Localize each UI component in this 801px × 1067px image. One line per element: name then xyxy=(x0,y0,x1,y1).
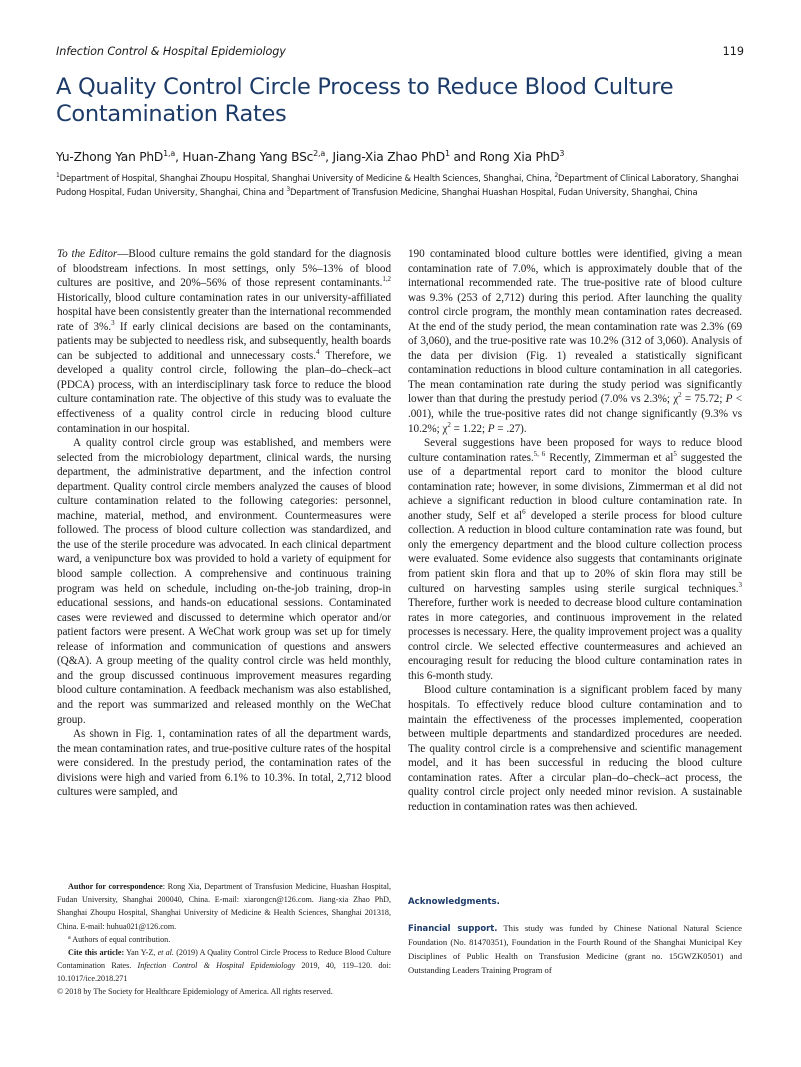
text-run: developed a sterile process for blood culture collection. A reduction in blood culture contamination rate was found, but only the emergency department and the blood culture collection process were evaluated. Some evidence also suggests that contaminants originate from patient skin flora and that up to 20% of skin flora may still be cultured on harvesting samples using sterile surgical techniques. xyxy=(408,509,742,595)
paragraph-results: As shown in Fig. 1, contamination rates of all the department wards, the mean contamination rates, and true-positive culture rates of the hospital were considered. In the prestudy period, the contamination rates of the divisions were high and varied from 6.1% to 10.3%. In total, 2,712 blood cultures were sampled, and xyxy=(57,728,391,799)
cite-label: Cite this article: xyxy=(68,948,125,958)
lead-in: To the Editor xyxy=(57,248,118,260)
correspondence-label: Author for correspondence xyxy=(68,882,163,891)
correspondence-note xyxy=(57,880,391,933)
running-head xyxy=(56,45,744,61)
author-name: Yu-Zhong Yan PhD xyxy=(56,150,164,164)
article-title: A Quality Control Circle Process to Reduce Blood Culture Contamination Rates xyxy=(56,74,674,127)
citation-ref[interactable]: 6 xyxy=(522,507,526,516)
text-run: = .27). xyxy=(494,422,527,435)
equal-contribution-note xyxy=(57,933,391,946)
citation-ref[interactable]: 5 xyxy=(673,449,677,458)
paragraph-results-continued xyxy=(408,247,742,436)
author-sup: 1 xyxy=(444,149,450,158)
p-value-symbol: P xyxy=(725,393,733,406)
text-run: Therefore, we developed a quality control circle, following the plan–do–check–act (PDCA) process, with an interdisciplinary task force to reduce the blood culture contamination rate. The objective of this study was to evaluate the effectiveness of a quality control circle in reducing blood culture contamination in our hospital. xyxy=(57,349,391,435)
text-run: (2019) A Quality Control Circle Process to Reduce Blood Culture Contamination Rates. xyxy=(57,948,391,971)
citation-ref[interactable]: 3 xyxy=(738,580,742,589)
text-run: Several suggestions have been proposed for ways to reduce blood culture contamination rates. xyxy=(408,437,742,464)
author-name: Huan-Zhang Yang BSc xyxy=(182,150,314,164)
author-separator: , xyxy=(325,150,333,164)
financial-support-label: Financial support. xyxy=(408,923,498,933)
text-run: Authors of equal contribution. xyxy=(70,934,171,944)
page-number: 119 xyxy=(722,45,744,58)
affiliation-sup: 2 xyxy=(554,172,559,179)
text-run: suggested the use of a departmental report card to monitor the blood culture contamination rate; however, in some divisions, Zimmerman et al did not achieve a significant reduction in blood culture contamination rate. In another study, Self et al xyxy=(408,451,743,522)
paragraph-intro xyxy=(57,247,391,436)
superscript: 2 xyxy=(678,391,682,400)
paragraph-discussion xyxy=(408,436,742,683)
text-run: = 75.72; xyxy=(681,393,726,406)
superscript: 2 xyxy=(447,420,451,429)
text-run: et al. xyxy=(157,948,174,958)
text-run: Recently, Zimmerman et al xyxy=(545,451,674,464)
copyright-notice: © 2018 by The Society for Healthcare Epidemiology of America. All rights reserved. xyxy=(57,987,333,996)
affiliation-text: Department of Clinical Laboratory, Shanghai Pudong Hospital, Fudan University, Shanghai, China and xyxy=(56,173,739,198)
paragraph-methods: A quality control circle group was established, and members were selected from the microbiology department, clinical wards, the nursing department, the administrative department, and the infection control department. Quality control circle members analyzed the causes of blood culture contamination related to the following categories: personnel, machine, material, method, and environment. Countermeasures were followed. The process of blood culture collection was standardized, and the use of the sterile procedure was advocated. In each clinical department ward, a venipuncture box was provided to hold a variety of equipment for blood sample collection. A comprehensive and continuous training program was held on schedule, including on-the-job training, drop-in educational sessions, and hands-on educational sessions. Contaminated cases were reviewed and discussed to determine which operator and/or patient factors were present. A WeChat work group was set up for timely release of information and communication of questions and answers (Q&A). A group meeting of the quality control circle was held monthly, and the group discussed continuous improvement measures regarding blood culture contamination. A feedback mechanism was also established, and the report was summarized and released monthly on the WeChat group. xyxy=(57,437,391,726)
journal-name: Infection Control & Hospital Epidemiology xyxy=(56,45,286,58)
text-run: If early clinical decisions are based on the contaminants, patients may be subjected to needless risk, and subsequently, health boards can be subjected to additional and unnecessary costs. xyxy=(57,320,391,362)
correspondence-text: : Rong Xia, Department of Transfusion Medicine, Huashan Hospital, Fudan University, Shanghai 200040, China. E-mail: xiarongcn@126.com. Jiang-xia Zhao PhD, Shanghai Zhoupu Hospital, Shanghai University of Medicine & Health Sciences, Shanghai 201318, China. E-mail: huhua021@126.com. xyxy=(57,882,391,931)
affiliations xyxy=(56,171,746,200)
text-run: Yan Y-Z, xyxy=(124,948,158,958)
citation-ref[interactable]: 1,2 xyxy=(382,275,391,284)
affiliation-text: Department of Transfusion Medicine, Shanghai Huashan Hospital, Fudan University, Shanghai, China xyxy=(290,187,698,198)
text-run: < .001), while the true-positive rates did not change significantly (9.3% vs 10.2%; χ xyxy=(408,393,742,435)
author-name: Jiang-Xia Zhao PhD xyxy=(332,150,445,164)
citation-ref[interactable]: 5, 6 xyxy=(533,449,546,458)
citation-ref[interactable]: 3 xyxy=(111,318,115,327)
author-sup: 1,a xyxy=(163,149,176,158)
citation-note xyxy=(57,946,391,986)
cite-journal: Infection Control & Hospital Epidemiology xyxy=(137,961,296,971)
author-separator: and xyxy=(449,150,480,164)
affiliation-sup: 1 xyxy=(56,172,60,179)
text-run: Historically, blood culture contamination rates in our university-affiliated hospital have been consistently greater than the international recommended rate of 3%. xyxy=(57,291,391,333)
financial-support-text: This study was funded by Chinese National Natural Science Foundation (No. 81470351), Foundation in the Fourth Round of the Shanghai Municipal Key Disciplines of Public Health on Transfusion Medicine (grant no. 15GWZK0501) and Outstanding Leaders Training Program of xyxy=(408,923,742,976)
p-value-symbol: P xyxy=(487,422,495,435)
author-separator: , xyxy=(175,150,183,164)
right-column xyxy=(408,247,742,814)
footnotes xyxy=(57,880,391,986)
text-run: —Blood culture remains the gold standard for the diagnosis of bloodstream infections. In most settings, only 5%–13% of blood cultures are positive, and 20%–56% of those represent contaminants. xyxy=(57,248,391,290)
author-list xyxy=(56,150,756,164)
left-column xyxy=(57,247,391,800)
financial-support xyxy=(408,921,742,977)
citation-ref[interactable]: 4 xyxy=(315,347,320,356)
affiliation-sup: 3 xyxy=(286,186,290,194)
acknowledgments-heading: Acknowledgments. xyxy=(408,897,500,907)
author-sup: 3 xyxy=(559,149,565,158)
author-sup: 2,a xyxy=(313,149,326,158)
text-run: = 1.22; xyxy=(450,422,488,435)
doi-text[interactable]: 2019, 40, 119–120. doi: 10.1017/ice.2018.271 xyxy=(57,961,391,984)
text-run: Therefore, further work is needed to decrease blood culture contamination rates in more categories, and continuous improvement in the related processes is necessary. Here, the quality improvement project was a quality control circle. We selected effective countermeasures and achieved an encouraging result for reducing the blood culture contamination rates in this 6-month study. xyxy=(408,597,742,682)
paragraph-conclusion: Blood culture contamination is a significant problem faced by many hospitals. To effectively reduce blood culture contamination and to maintain the effectiveness of the processes implemented, cooperation between multiple departments and standardized procedures are needed. The quality control circle is a comprehensive and scientific management model, and it has been successful in reducing the blood culture contamination rates. After a circular plan–do–check–act process, the quality control circle project only needed minor revision. A sustainable reduction in contamination rates was then achieved. xyxy=(408,684,742,813)
affiliation-text: Department of Hospital, Shanghai Zhoupu Hospital, Shanghai University of Medicine & Health Sciences, Shanghai, China, xyxy=(59,173,555,183)
footnote-sup: a xyxy=(68,934,71,941)
text-run: 190 contaminated blood culture bottles were identified, giving a mean contamination rate of 7.0%, which is approximately double that of the international recommended rate. The true-positive rate of blood culture was 9.3% (253 of 2,712) during this period. After launching the quality control circle program, the monthly mean contamination rates decreased. At the end of the study period, the mean contamination rate was 2.3% (69 of 3,060), and the true-positive rate was 10.2% (312 of 3,060). Analysis of the data per division (Fig. 1) revealed a statistically significant contamination reductions in blood culture contamination in all categories. The mean contamination rate during the study period was significantly lower than that during the prestudy period (7.0% vs 2.3%; χ xyxy=(408,248,742,406)
author-name: Rong Xia PhD xyxy=(479,150,560,164)
